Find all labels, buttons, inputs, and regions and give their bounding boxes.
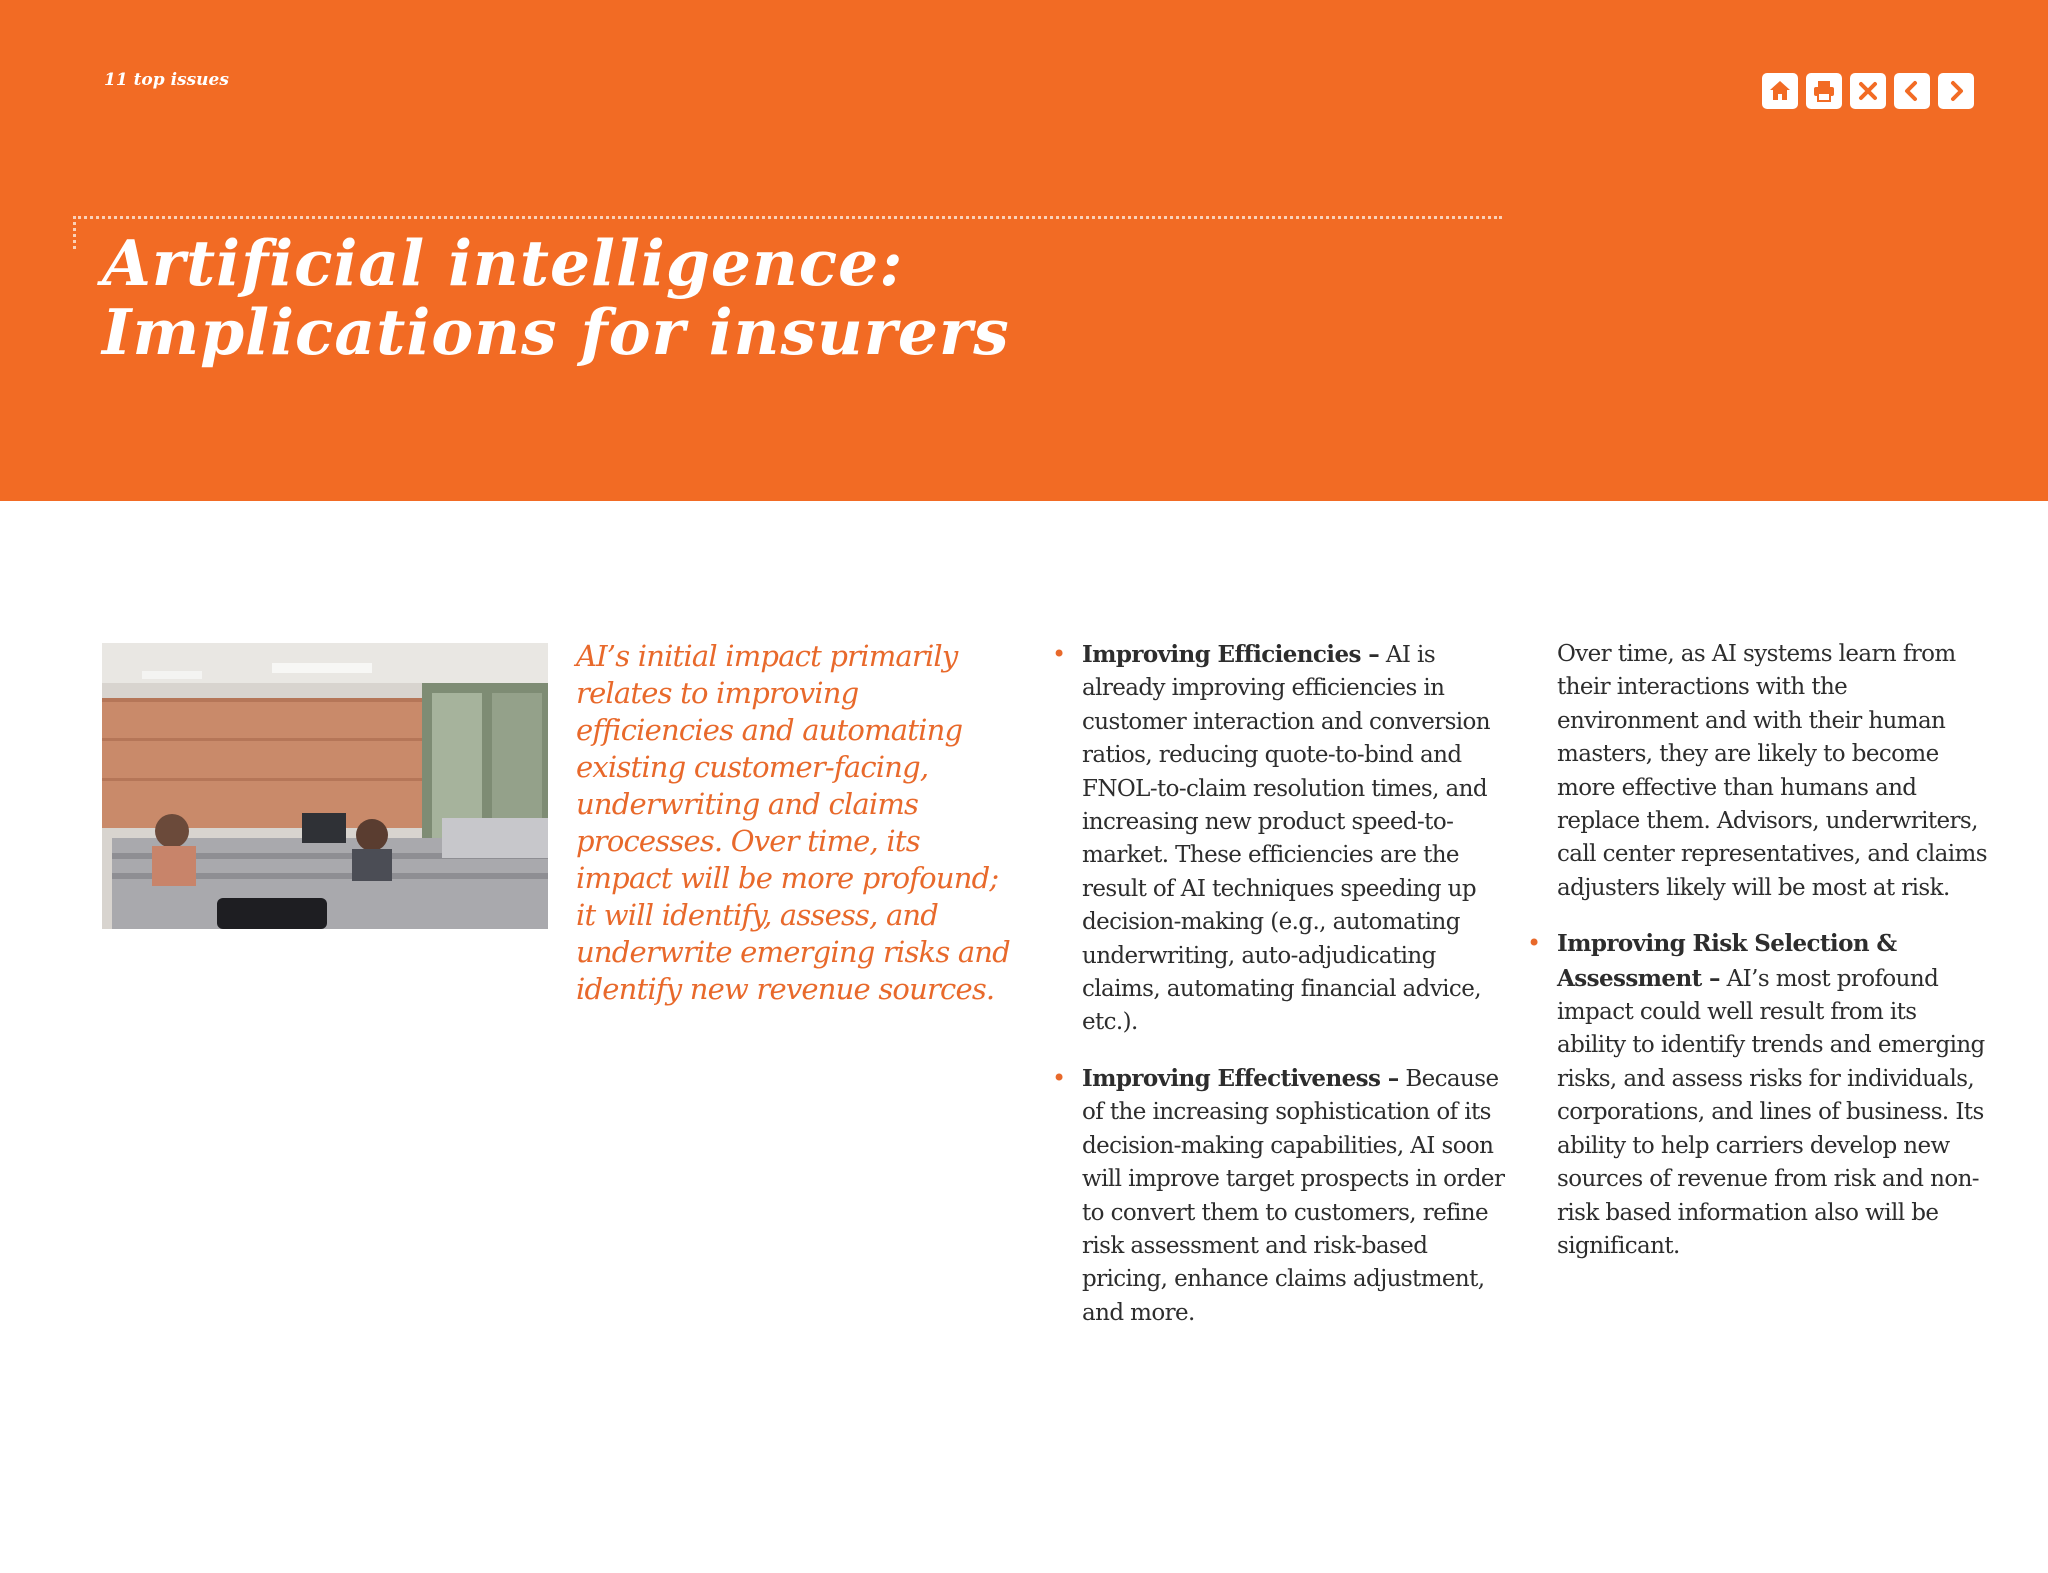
series-label: 11 top issues bbox=[104, 70, 229, 90]
body-paragraph: Over time, as AI systems learn from their interactions with the environment and with their human masters, they are likely to become more effective than humans and replace them. Advisors, underwriters, call center representatives, and claims adjusters likely will be most at risk. bbox=[1557, 641, 1987, 901]
body-column-2 bbox=[1082, 638, 1518, 1352]
print-icon[interactable] bbox=[1806, 73, 1842, 109]
bullet-lead: Improving Effectiveness – bbox=[1082, 1064, 1399, 1092]
header-banner bbox=[0, 0, 2048, 501]
nav-toolbar bbox=[1762, 73, 1982, 109]
page-title-line-2: Implications for insurers bbox=[102, 295, 1010, 369]
bullet-lead: Improving Risk Selection & Assessment – bbox=[1557, 930, 1897, 992]
office-photo bbox=[102, 643, 548, 929]
bullet-lead: Improving Efficiencies – bbox=[1082, 641, 1380, 668]
bullet-improving-risk-selection bbox=[1557, 927, 1989, 1263]
bullet-improving-effectiveness bbox=[1082, 1062, 1518, 1330]
close-icon[interactable] bbox=[1850, 73, 1886, 109]
page-title-line-1: Artificial intelligence: bbox=[102, 226, 904, 300]
chevron-right-icon[interactable] bbox=[1938, 73, 1974, 109]
bullet-text: Because of the increasing sophistication of its decision-making capabilities, AI soon will improve target prospects in order to convert them to customers, refine risk assessment and risk-based pricing, enhance claims adjustment, and more. bbox=[1082, 1065, 1505, 1326]
body-column-3 bbox=[1557, 638, 1989, 1285]
bullet-text: AI’s most profound impact could well result from its ability to identify trends and emerging risks, and assess risks for individuals, corporations, and lines of business. Its ability to help carriers develop new sources of revenue from risk and non-risk based information also will be significant. bbox=[1557, 965, 1985, 1259]
pull-quote: AI’s initial impact primarily relates to improving efficiencies and automating existing customer-facing, underwriting and claims processes. Over time, its impact will be more profound; it will identify, assess, and underwrite emerging risks and identify new revenue sources. bbox=[576, 639, 1010, 1006]
bullet-text: AI is already improving efficiencies in customer interaction and conversion ratios, reducing quote-to-bind and FNOL-to-claim resolution times, and increasing new product speed-to-market. These efficiencies are the result of AI techniques speeding up decision-making (e.g., automating underwriting, auto-adjudicating claims, automating financial advice, etc.). bbox=[1082, 642, 1491, 1036]
chevron-left-icon[interactable] bbox=[1894, 73, 1930, 109]
bullet-improving-efficiencies bbox=[1082, 638, 1518, 1040]
page-title bbox=[102, 226, 1010, 369]
home-icon[interactable] bbox=[1762, 73, 1798, 109]
